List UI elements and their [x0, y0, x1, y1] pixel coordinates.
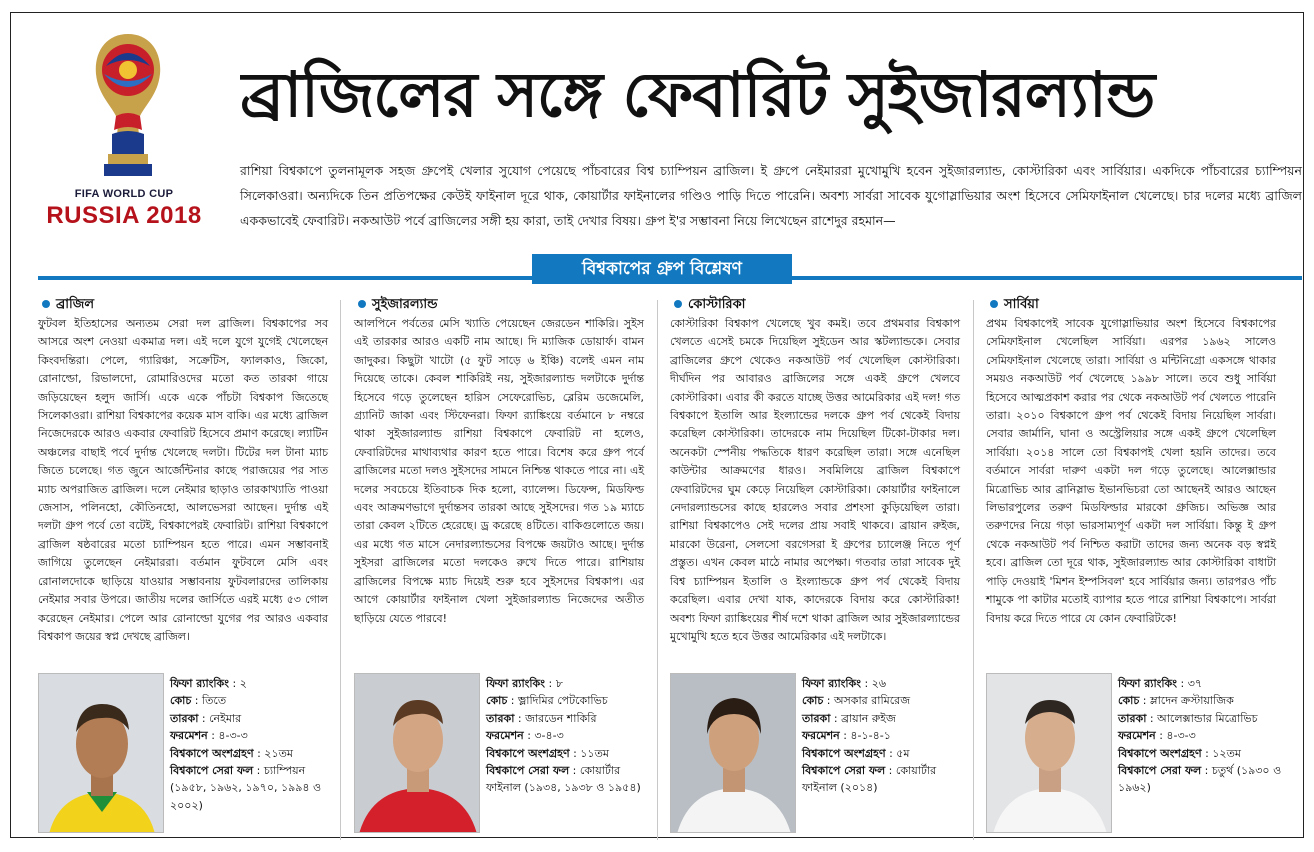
bullet-icon — [674, 300, 682, 308]
column-title — [670, 296, 960, 314]
column-title-text: সার্বিয়া — [1004, 297, 1039, 312]
column-body: ফুটবল ইতিহাসের অন্যতম সেরা দল ব্রাজিল। বিশ্বকাপের সব আসরে অংশ নেওয়া একমাত্র দল। এই দলে যুগে যুগেই খেলেছেন কিংবদন্তিরা। পেলে, গ্যারিঞ্চা, সক্রেটিস, ফ্যালকাও, জিকো, রোনাল্ডো, রিভালদো, রোমারিওদের মতো কত তারকা গায়ে জড়িয়েছেন হলুদ জার্সি। একে একে পাঁচটা বিশ্বকাপ জিতেছে সিলেকাওরা। রাশিয়া বিশ্বকাপের কয়েক মাস বাকি। এর মধ্যে ব্রাজিল নিজেদেরকে আরও একবার ফেবারিট হিসেবে প্রমাণ করেছে। ল্যাটিন অঞ্চলের বাছাই পর্বে দুর্দান্ত খেলেছে দলটা। টিটের দল টানা ম্যাচ জিতে চলেছে। গত জুনে আর্জেন্টিনার কাছে পরাজয়ের পর সাত ম্যাচ অপরাজিত ব্রাজিল। দলে নেইমার ছাড়াও তারকাখ্যাতি পাওয়া জেসাস, পলিনহো, কৌতিনহো, আলভেসরা আছেন। দুর্দান্ত এই দলটা গ্রুপ পর্বে তো বটেই, বিশ্বকাপেরই ফেবারিট। রাশিয়া বিশ্বকাপে ব্রাজিল ষষ্ঠবারের মতো চ্যাম্পিয়ন হতে পারে। এমন সম্ভাবনাই জাগিয়ে তুলেছেন নেইমাররা। বর্তমান ফুটবলে মেসি এবং রোনালদোকে ছাড়িয়ে যাওয়ার সম্ভাবনায় ফুটবলারদের তালিকায় নেইমার সবার উপরে। জাতীয় দলের জার্সিতে এরই মধ্যে ৫৩ গোল করেছেন নেইমার। পেলে আর রোনাল্ডো যুগের পর আরও একবার বিশ্বকাপ জয়ের স্বপ্ন দেখছে ব্রাজিল। — [38, 317, 328, 643]
player-portrait-image — [355, 674, 480, 833]
fact-row: ফিফা র‌্যাংকিং : ২ — [170, 677, 247, 690]
column-divider — [973, 300, 974, 840]
fact-row: বিশ্বকাপে অংশগ্রহণ : ২১তম — [170, 746, 293, 760]
fact-value: ১২তম — [1212, 746, 1241, 760]
fact-value: ব্রায়ান রুইজ — [841, 711, 896, 725]
headline: ব্রাজিলের সঙ্গে ফেবারিট সুইজারল্যান্ড — [240, 58, 1155, 131]
fact-value: ৩-৪-৩ — [534, 729, 564, 743]
fact-key: ফিফা র‌্যাংকিং — [802, 677, 861, 690]
fact-key: তারকা — [1118, 711, 1147, 725]
fact-value: ২১তম — [264, 746, 293, 760]
fact-value: তিতে — [202, 694, 227, 708]
fact-row: ফরমেশন : ৪-৩-৩ — [170, 729, 248, 743]
fact-value: ৩৭ — [1187, 677, 1203, 690]
column-title-text: সুইজারল্যান্ড — [372, 297, 438, 312]
logo-fifa-world-cup-text: FIFA WORLD CUP — [74, 188, 174, 200]
bullet-icon — [42, 300, 50, 308]
column-title — [354, 296, 644, 314]
bullet-icon — [990, 300, 998, 308]
column-divider — [340, 300, 341, 840]
fact-row: ফিফা র‌্যাংকিং : ২৬ — [802, 677, 887, 690]
column-title-text: ব্রাজিল — [56, 297, 95, 312]
fact-value: কোয়ার্টার ফাইনাল (২০১৪) — [802, 764, 937, 795]
column-switzerland — [354, 296, 644, 628]
bullet-icon — [358, 300, 366, 308]
player-portrait-image — [987, 674, 1112, 833]
fact-value: চতুর্থ (১৯৩০ ও ১৯৬২) — [1118, 764, 1282, 795]
player-portrait-image — [39, 674, 164, 833]
column-brazil — [38, 296, 328, 646]
fact-key: ফরমেশন — [486, 729, 524, 743]
fact-row: বিশ্বকাপে সেরা ফল : কোয়ার্টার ফাইনাল (২০১৪) — [802, 764, 937, 795]
fact-row: বিশ্বকাপে অংশগ্রহণ : ১১তম — [486, 746, 609, 760]
fact-key: বিশ্বকাপে অংশগ্রহণ — [486, 746, 570, 760]
facts-brazil — [170, 675, 328, 814]
player-portrait-image — [671, 674, 796, 833]
player-photo-ruiz — [670, 673, 796, 833]
fact-value: চ্যাম্পিয়ন (১৯৫৮, ১৯৬২, ১৯৭০, ১৯৯৪ ও ২০০২) — [170, 764, 322, 812]
fact-value: ভ্লাদিমির পেটকোভিচ — [518, 694, 608, 708]
fact-value: জারডেন শাকিরি — [525, 711, 597, 725]
fact-row: ফরমেশন : ৪-১-৪-১ — [802, 729, 891, 743]
fact-key: তারকা — [802, 711, 831, 725]
fact-key: কোচ — [486, 694, 508, 708]
player-photo-shaqiri — [354, 673, 480, 833]
fact-key: তারকা — [170, 711, 199, 725]
fact-key: বিশ্বকাপে সেরা ফল — [486, 764, 570, 778]
fact-value: ২ — [239, 677, 247, 690]
fact-row: ফরমেশন : ৩-৪-৩ — [486, 729, 564, 743]
fact-row: তারকা : আলেক্সান্ডার মিত্রোভিচ — [1118, 711, 1258, 725]
fact-value: ২৬ — [871, 677, 887, 690]
fact-key: ফরমেশন — [802, 729, 840, 743]
fact-key: ফরমেশন — [170, 729, 208, 743]
fact-key: বিশ্বকাপে সেরা ফল — [1118, 764, 1202, 778]
fact-value: আলেক্সান্ডার মিত্রোভিচ — [1157, 711, 1258, 725]
fact-row: বিশ্বকাপে অংশগ্রহণ : ১২তম — [1118, 746, 1241, 760]
fact-row: কোচ : ভ্লাদিমির পেটকোভিচ — [486, 694, 608, 708]
fact-key: ফিফা র‌্যাংকিং — [1118, 677, 1177, 690]
fact-key: ফরমেশন — [1118, 729, 1156, 743]
facts-serbia — [1118, 675, 1294, 797]
fact-key: বিশ্বকাপে অংশগ্রহণ — [170, 746, 254, 760]
fact-row: বিশ্বকাপে সেরা ফল : কোয়ার্টার ফাইনাল (১৯৩৪, ১৯৩৮ ও ১৯৫৪) — [486, 764, 641, 795]
world-cup-trophy-icon — [86, 30, 170, 180]
fact-key: ফিফা র‌্যাংকিং — [486, 677, 545, 690]
fact-value: নেইমার — [209, 711, 242, 725]
fact-value: অসকার রামিরেজ — [834, 694, 911, 708]
intro-paragraph: রাশিয়া বিশ্বকাপে তুলনামূলক সহজ গ্রুপেই খেলার সুযোগ পেয়েছে পাঁচবারের বিশ্ব চ্যাম্পিয়ন ব্রাজিল। ই গ্রুপে নেইমাররা মুখোমুখি হবেন সুইজারল্যান্ড, কোস্টারিকা এবং সার্বিয়ার। একদিকে পাঁচবারের চ্যাম্পিয়ন সিলেকাওরা। অন্যদিকে তিন প্রতিপক্ষের কেউই ফাইনাল দূরে থাক, কোয়ার্টার ফাইনালের গণ্ডিও পাড়ি দিতে পারেনি। অবশ্য সার্বরা সাবেক যুগোস্লাভিয়ার অংশ হিসেবে সেমিফাইনাল খেলেছে। চার দলের মধ্যে ব্রাজিল এককভাবেই ফেবারিট। নকআউট পর্বে ব্রাজিলের সঙ্গী হয় কারা, তাই দেখার বিষয়। গ্রুপ ই'র সম্ভাবনা নিয়ে লিখেছেন রাশেদুর রহমান— — [240, 163, 1302, 228]
fact-row: তারকা : ব্রায়ান রুইজ — [802, 711, 896, 725]
fact-value: কোয়ার্টার ফাইনাল (১৯৩৪, ১৯৩৮ ও ১৯৫৪) — [486, 764, 641, 795]
fact-row: বিশ্বকাপে সেরা ফল : চতুর্থ (১৯৩০ ও ১৯৬২) — [1118, 764, 1282, 795]
section-banner: বিশ্বকাপের গ্রুপ বিশ্লেষণ — [532, 254, 792, 284]
fact-key: বিশ্বকাপে অংশগ্রহণ — [802, 746, 886, 760]
column-title — [38, 296, 328, 314]
column-body: প্রথম বিশ্বকাপেই সাবেক যুগোস্লাভিয়ার অংশ হিসেবে বিশ্বকাপের সেমিফাইনাল খেলেছিল সার্বিয়া। এরপর ১৯৬২ সালেও সেমিফাইনাল খেলেছে তারা। সার্বিয়া ও মন্টিনিগ্রো একসঙ্গে থাকার সময়ও নকআউট পর্ব খেলেছে ১৯৯৮ সালে। তবে শুধু সার্বিয়া হিসেবে আত্মপ্রকাশ করার পর থেকে নকআউট পর্ব খেলতে পারেনি তারা। ২০১০ বিশ্বকাপে গ্রুপ পর্ব থেকেই বিদায় নিয়েছিল সার্বরা। সেবার জার্মানি, ঘানা ও অস্ট্রেলিয়ার সঙ্গে একই গ্রুপে খেলেছিল সার্বিয়া। ২০১৪ সালে তো বিশ্বকাপই খেলা হয়নি তাদের। তবে বর্তমানে সার্বরা দারুণ একটা দল গড়ে তুলেছে। আলেক্সান্ডার মিত্রোভিচ আর ব্রানিস্লাভ ইভানভিচরা তো আছেনই আরও আছেন লিভারপুলের তরুণ মিডফিল্ডার মারকো গ্রুজিচ। অভিজ্ঞ আর তরুণদের নিয়ে গড়া ভারসাম্যপূর্ণ একটা দল সার্বিয়া। কিন্তু ই গ্রুপ থেকে নকআউট পর্ব নিশ্চিত করাটা তাদের জন্য অনেক বড় স্বপ্নই হবে। ব্রাজিল তো দূরে থাক, সুইজারল্যান্ড আর কোস্টারিকা বাধাটা পাড়ি দেওয়াই 'মিশন ইম্পসিবল' হবে সার্বিয়ার জন্য। তারপরও পাঁচ শামুকে পা কাটার মতোই ব্যাপার হতে পারে রাশিয়া বিশ্বকাপে। সার্বরা বিদায় করে দিতে পারে যে কোন ফেবারিটকে! — [986, 317, 1276, 625]
fact-value: ৪-৩-৩ — [1166, 729, 1196, 743]
fact-value: ৪-১-৪-১ — [850, 729, 891, 743]
column-body: কোস্টারিকা বিশ্বকাপ খেলেছে খুব কমই। তবে প্রথমবার বিশ্বকাপ খেলতে এসেই চমকে দিয়েছিল সুইডেন আর স্কটল্যান্ডকে। সেবার ব্রাজিলের গ্রুপে থেকেও নকআউট পর্ব খেলেছিল কোস্টারিকা। দীর্ঘদিন পর আবারও ব্রাজিলের সঙ্গে একই গ্রুপে খেলবে কোস্টারিকা। এবার কী করতে যাচ্ছে উত্তর আমেরিকার এই দল! গত বিশ্বকাপে ইতালি আর ইংল্যান্ডের দলকে গ্রুপ পর্ব থেকেই বিদায় করেছিল কোস্টারিকা। তাদেরকে নাম দিয়েছিল টিকো-টাকার দল। অনেকটা স্পেনীয় পদ্ধতিকে ধারণ করেছিল তারা। সঙ্গে এনেছিল কাউন্টার আক্রমণের ধারও। সবমিলিয়ে ব্রাজিল বিশ্বকাপে ফেবারিটদের ঘুম কেড়ে নিয়েছিল কোস্টারিকা। কোয়ার্টার ফাইনালে নেদারল্যান্ডসের কাছে হারলেও সবার প্রশংসা কুড়িয়েছিল তারা। রাশিয়া বিশ্বকাপেও সেই দলের প্রায় সবাই থাকবে। ব্রায়ান রুইজ, মারকো উরেনা, সেলসো বরগেসরা ই গ্রুপের চ্যালেঞ্জ নিতে পূর্ণ প্রস্তুত। এখন কেবল মাঠে নামার অপেক্ষা। গতবার তারা সাবেক দুই বিশ্ব চ্যাম্পিয়ন ইতালি ও ইংল্যান্ডকে গ্রুপ পর্ব থেকেই বিদায় করেছিল। এবার দেখা যাক, কাদেরকে বিদায় করে কোস্টারিকা! অবশ্য ফিফা র‌্যাঙ্কিংয়ের শীর্ষ দশে থাকা ব্রাজিল আর সুইজারল্যান্ডের মুখোমুখি হতে হবে উত্তর আমেরিকার এই দলটাকে। — [670, 317, 960, 643]
fact-row: ফরমেশন : ৪-৩-৩ — [1118, 729, 1196, 743]
column-title-text: কোস্টারিকা — [688, 297, 746, 312]
logo-russia-2018-text: RUSSIA 2018 — [46, 202, 202, 229]
fact-value: ৫ম — [896, 746, 910, 760]
fact-key: কোচ — [170, 694, 192, 708]
fact-row: ফিফা র‌্যাংকিং : ৮ — [486, 677, 563, 690]
player-photo-mitrovic — [986, 673, 1112, 833]
fact-row: তারকা : জারডেন শাকিরি — [486, 711, 597, 725]
fact-row: বিশ্বকাপে অংশগ্রহণ : ৫ম — [802, 746, 910, 760]
fact-row: তারকা : নেইমার — [170, 711, 242, 725]
fact-key: বিশ্বকাপে সেরা ফল — [802, 764, 886, 778]
fact-key: তারকা — [486, 711, 515, 725]
facts-costa-rica — [802, 675, 960, 797]
fact-value: ১১তম — [580, 746, 609, 760]
fact-value: ৮ — [555, 677, 563, 690]
fact-key: বিশ্বকাপে অংশগ্রহণ — [1118, 746, 1202, 760]
fact-row: কোচ : ম্লাদেন ক্রস্টায়াজিক — [1118, 694, 1234, 708]
column-title — [986, 296, 1276, 314]
fact-row: কোচ : তিতে — [170, 694, 227, 708]
fact-value: ম্লাদেন ক্রস্টায়াজিক — [1150, 694, 1234, 708]
fifa-world-cup-logo — [24, 30, 224, 240]
fact-row: ফিফা র‌্যাংকিং : ৩৭ — [1118, 677, 1203, 690]
fact-key: কোচ — [802, 694, 824, 708]
fact-key: বিশ্বকাপে সেরা ফল — [170, 764, 254, 778]
fact-row: কোচ : অসকার রামিরেজ — [802, 694, 911, 708]
fact-row: বিশ্বকাপে সেরা ফল : চ্যাম্পিয়ন (১৯৫৮, ১৯৬২, ১৯৭০, ১৯৯৪ ও ২০০২) — [170, 764, 322, 812]
column-body: আলপিনে পর্বতের মেসি খ্যাতি পেয়েছেন জেরডেন শাকিরি। সুইস এই তারকার আরও একটি নাম আছে। দি ম্যাজিক ডোয়ার্ফ। বামন জাদুকর। কিছুটা খাটো (৫ ফুট সাড়ে ৬ ইঞ্চি) বলেই এমন নাম দিয়েছে তাকে। কেবল শাকিরিই নয়, সুইজারল্যান্ড দলটাকে দুর্দান্ত হিসেবে গড়ে তুলেছেন হারিস সেফেরোভিচ, ব্লেরিম ডজেমেলি, গ্র্যানিট জাকা এবং স্টিফেনরা। ফিফা র‌্যাঙ্কিংয়ে বর্তমানে ৮ নম্বরে থাকা সুইজারল্যান্ড রাশিয়া বিশ্বকাপে ফেবারিট না হলেও, ফেবারিটদের মাথাব্যথার কারণ হতে পারে। বিশেষ করে গ্রুপ পর্বে ব্রাজিলের মতো দলও সুইসদের সামনে নিশ্চিন্ত থাকতে পারে না। এই দলের সবচেয়ে ইতিবাচক দিক হলো, ব্যালেন্স। ডিফেন্স, মিডফিল্ড এবং আক্রমণভাগে দুর্দান্তসব তারকা আছে সুইসদের। গত ১৯ ম্যাচে তারা কেবল ২টিতে হেরেছে। ড্র করেছে ৪টিতে। বাকিগুলোতে জয়। এর মধ্যে গত মাসে নেদারল্যান্ডসের বিপক্ষে জয়টাও আছে। দুর্দান্ত সুইসরা ব্রাজিলের মতো দলকেও রুখে দিতে পারে। রাশিয়ায় ব্রাজিলের বিপক্ষে ম্যাচ দিয়েই শুরু হবে সুইসদের বিশ্বকাপ। এর আগে কোয়ার্টার ফাইনাল খেলা সুইজারল্যান্ড নিজেদের অতীত ছাড়িয়ে যেতে পারবে! — [354, 317, 644, 625]
player-photo-neymar — [38, 673, 164, 833]
facts-switzerland — [486, 675, 644, 797]
fact-value: ৪-৩-৩ — [218, 729, 248, 743]
fact-key: কোচ — [1118, 694, 1140, 708]
column-divider — [657, 300, 658, 840]
fact-key: ফিফা র‌্যাংকিং — [170, 677, 229, 690]
column-serbia — [986, 296, 1276, 628]
column-costa-rica — [670, 296, 960, 646]
